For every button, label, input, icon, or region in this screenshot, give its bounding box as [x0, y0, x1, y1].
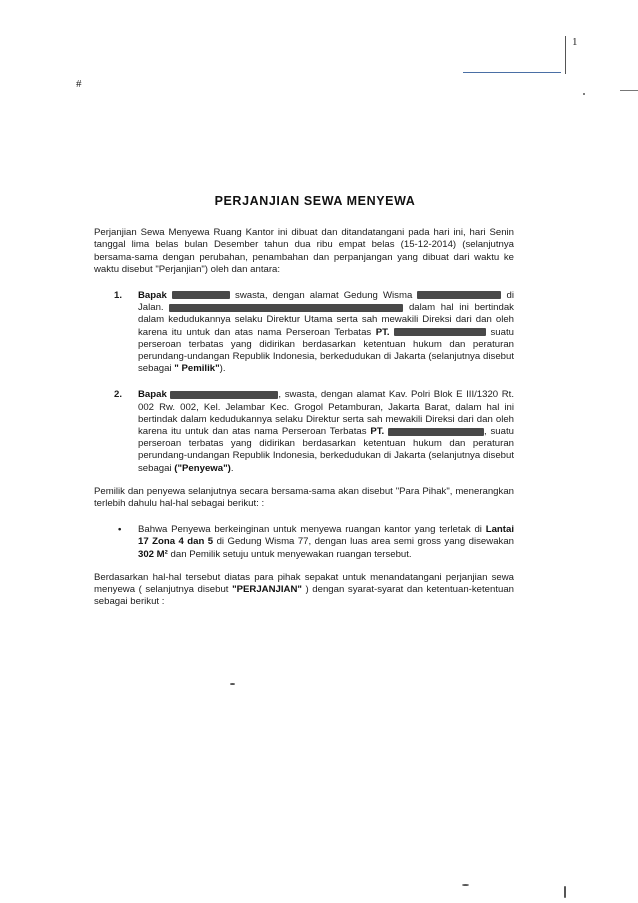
party-1-text [138, 290, 514, 375]
party-2-alias: ("Penyewa") [174, 462, 231, 474]
party-2-bapak: Bapak [138, 389, 167, 401]
bullet-area: 302 M² [138, 548, 168, 560]
party-1-text-b: di Jalan. [138, 290, 514, 314]
intro-paragraph: Perjanjian Sewa Menyewa Ruang Kantor ini dibuat dan ditandatangani pada hari ini, hari Senin tanggal lima belas bulan Desember tahun dua ribu empat belas (15-12-2014) (selanjutnya bersama-sama dengan perubahan, penambahan dan perpanjangan yang dibuat dari waktu ke waktu disebut "Perjanjian") oleh dan antara: [94, 227, 514, 275]
party-1-number: 1. [114, 290, 123, 302]
bullet-text-b: di Gedung Wisma 77, dengan luas area semi gross yang disewakan [213, 536, 514, 548]
bullet-item [94, 524, 514, 561]
bullet-text [138, 524, 514, 561]
party-1 [94, 290, 514, 375]
party-1-pt: PT. [375, 326, 390, 338]
party-2 [94, 389, 514, 474]
party-1-alias: " Pemilik" [174, 363, 220, 375]
header-vertical-rule [565, 36, 566, 74]
closing-text-a: Berdasarkan hal-hal tersebut diatas para pihak sepakat untuk menandatangani perjanjian sewa menyewa ( selanjutnya disebut [94, 571, 514, 596]
scan-speck [583, 93, 585, 95]
page-number: 1 [572, 36, 578, 48]
party-2-text-c: . [230, 462, 234, 474]
scan-edge-mark [620, 90, 638, 91]
scanned-document [94, 195, 514, 608]
party-2-text [138, 389, 514, 474]
redaction-name-1 [172, 291, 230, 299]
party-2-number: 2. [114, 389, 123, 401]
bullet-text-c: dan Pemilik setuju untuk menyewakan ruangan tersebut. [167, 548, 412, 560]
scan-speck [462, 884, 469, 886]
redaction-name-2 [170, 391, 278, 399]
scan-speck [230, 683, 235, 685]
closing-paragraph [94, 572, 514, 609]
hash-mark: # [76, 78, 82, 90]
bullet-floor-zone: Lantai 17 Zona 4 dan 5 [138, 524, 514, 548]
party-2-text-a: , swasta, dengan alamat Kav. Polri Blok E III/1320 Rt. 002 Rw. 002, Kel. Jelambar Kec. Grogol Petamburan, Jakarta Barat, dalam hal ini bertindak dalam kedudukannya selaku Direktur serta sah mewakili Direksi dari dan oleh karena itu untuk dan atas nama Perseroan Terbatas [138, 389, 514, 438]
party-2-pt: PT. [370, 426, 385, 438]
header-horizontal-rule [463, 72, 561, 73]
bullet-text-a: Bahwa Penyewa berkeinginan untuk menyewa ruangan kantor yang terletak di [138, 524, 486, 536]
party-1-text-d: suatu perseroan terbatas yang didirikan berdasarkan ketentuan hukum dan peraturan perundang-undangan Republik Indonesia, berkedudukan di Jakarta (selanjutnya disebut sebagai [138, 326, 514, 375]
bullet-dot: • [118, 524, 122, 536]
party-1-text-c: dalam hal ini bertindak dalam kedudukannya selaku Direktur Utama serta sah mewakili Direksi dari dan oleh karena itu untuk dan atas nama Perseroan Terbatas [138, 302, 514, 338]
scan-speck [564, 886, 566, 898]
party-1-bapak: Bapak [138, 290, 167, 302]
closing-agreement-term: "PERJANJIAN" [232, 584, 302, 596]
redaction-address [169, 304, 403, 312]
party-1-text-e: ). [219, 363, 226, 375]
para-pihak: Pemilik dan penyewa selanjutnya secara bersama-sama akan disebut "Para Pihak", menerangkan terlebih dahulu hal-hal sebagai berikut: : [94, 485, 514, 510]
closing-text-b: ) dengan syarat-syarat dan ketentuan-ketentuan sebagai berikut : [94, 584, 514, 608]
party-2-text-b: , suatu perseroan terbatas yang didirikan berdasarkan ketentuan hukum dan peraturan perundang-undangan Republik Indonesia, berkedudukan di Jakarta (selanjutnya disebut sebagai [138, 426, 514, 474]
redaction-company-1 [394, 328, 486, 336]
redaction-building [417, 291, 501, 299]
document-title: PERJANJIAN SEWA MENYEWA [214, 194, 416, 208]
redaction-company-2 [388, 428, 484, 436]
party-1-text-a: swasta, dengan alamat Gedung Wisma [229, 290, 418, 302]
